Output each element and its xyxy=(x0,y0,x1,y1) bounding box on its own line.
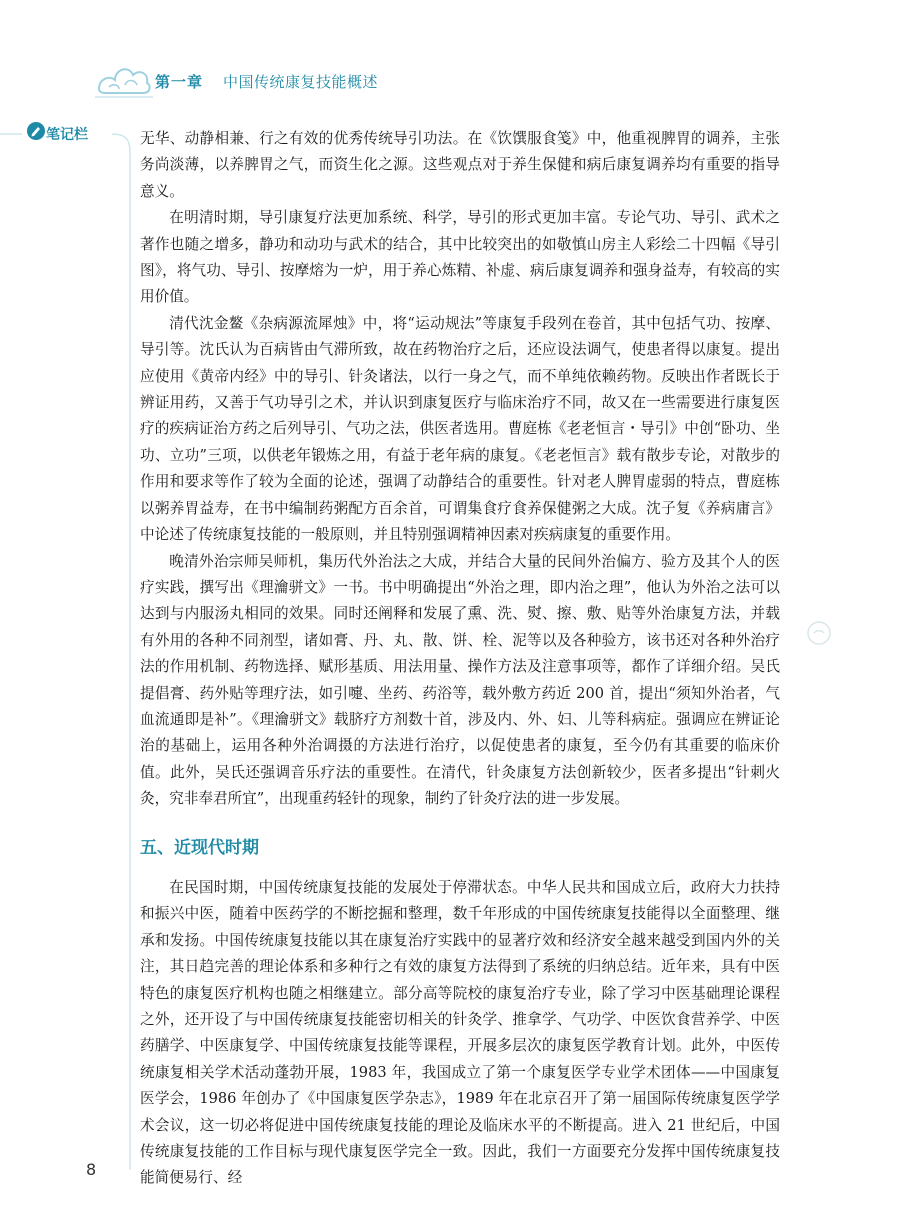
side-decoration-icon xyxy=(806,620,832,646)
chapter-number: 第一章 xyxy=(155,73,204,91)
main-text xyxy=(140,126,780,1192)
chapter-header xyxy=(95,55,455,105)
notes-column-label: 笔记栏 xyxy=(46,127,88,143)
chapter-title: 中国传统康复技能概述 xyxy=(223,73,379,91)
paragraph: 晚清外治宗师吴师机，集历代外治法之大成，并结合大量的民间外治偏方、验方及其个人的医疗实践，撰写出《理瀹骈文》一书。书中明确提出“外治之理，即内治之理”，他认为外治之法可以达到与内服汤丸相同的效果。同时还阐释和发展了熏、洗、熨、擦、敷、贴等外治康复方法，并载有外用的各种不同剂型，诸如膏、丹、丸、散、饼、栓、泥等以及各种验方，该书还对各种外治疗法的作用机制、药物选择、赋形基质、用法用量、操作方法及注意事项等，都作了详细介绍。吴氏提倡膏、药外贴等理疗法，如引嚏、坐药、药浴等，载外敷方药近 200 首，提出“须知外治者，气血流通即是补”。《理瀹骈文》载脐疗方剂数十首，涉及内、外、妇、儿等科病症。强调应在辨证论治的基础上，运用各种外治调摄的方法进行治疗，以促使患者的康复，至今仍有其重要的临床价值。此外，吴氏还强调音乐疗法的重要性。在清代，针灸康复方法创新较少，医者多提出“针刺火灸，究非奉君所宜”，出现重药轻针的现象，制约了针灸疗法的进一步发展。 xyxy=(140,552,780,808)
section-heading: 五、近现代时期 xyxy=(140,837,259,858)
page-number: 8 xyxy=(86,1160,97,1179)
paragraph: 清代沈金鳌《杂病源流犀烛》中，将“运动规法”等康复手段列在卷首，其中包括气功、按摩、导引等。沈氏认为百病皆由气滞所致，故在药物治疗之后，还应设法调气，使患者得以康复。提出应使用《黄帝内经》中的导引、针灸诸法，以行一身之气，而不单纯依赖药物。反映出作者既长于辨证用药，又善于气功导引之术，并认识到康复医疗与临床治疗不同，故又在一些需要进行康复医疗的疾病证治方药之后列导引、气功之法，供医者选用。曹庭栋《老老恒言・导引》中创“卧功、坐功、立功”三项，以供老年锻炼之用，有益于老年病的康复。《老老恒言》载有散步专论，对散步的作用和要求等作了较为全面的论述，强调了动静结合的重要性。针对老人脾胃虚弱的特点，曹庭栋以粥养胃益寿，在书中编制药粥配方百余首，可谓集食疗食养保健粥之大成。沈子复《养病庸言》中论述了传统康复技能的一般原则，并且特别强调精神因素对疾病康复的重要作用。 xyxy=(140,314,780,544)
paragraph: 在民国时期，中国传统康复技能的发展处于停滞状态。中华人民共和国成立后，政府大力扶持和振兴中医，随着中医药学的不断挖掘和整理，数千年形成的中国传统康复技能得以全面整理、继承和发扬。中国传统康复技能以其在康复治疗实践中的显著疗效和经济安全越来越受到国内外的关注，其日趋完善的理论体系和多种行之有效的康复方法得到了系统的归纳总结。近年来，具有中医特色的康复医疗机构也随之相继建立。部分高等院校的康复治疗专业，除了学习中医基础理论课程之外，还开设了与中国传统康复技能密切相关的针灸学、推拿学、气功学、中医饮食营养学、中医药膳学、中医康复学、中国传统康复技能等课程，开展多层次的康复医学教育计划。此外，中医传统康复相关学术活动蓬勃开展，1983 年，我国成立了第一个康复医学专业学术团体——中国康复医学会，1986 年创办了《中国康复医学杂志》，1989 年在北京召开了第一届国际传统康复医学学术会议，这一切必将促进中国传统康复技能的理论及临床水平的不断提高。进入 21 世纪后，中国传统康复技能的工作目标与现代康复医学完全一致。因此，我们一方面要充分发挥中国传统康复技能简便易行、经 xyxy=(140,878,780,1187)
notes-pen-icon xyxy=(26,121,46,141)
cloud-ornament-icon xyxy=(95,55,153,101)
paragraph: 无华、动静相兼、行之有效的优秀传统导引功法。在《饮馔服食笺》中，他重视脾胃的调养，主张务尚淡薄，以养脾胃之气，而资生化之源。这些观点对于养生保健和病后康复调养均有重要的指导意义。 xyxy=(140,130,780,200)
margin-rule-decoration xyxy=(0,110,140,1170)
paragraph: 在明清时期，导引康复疗法更加系统、科学，导引的形式更加丰富。专论气功、导引、武术之著作也随之增多，静功和动功与武术的结合，其中比较突出的如敬慎山房主人彩绘二十四幅《导引图》，将气功、导引、按摩熔为一炉，用于养心炼精、补虚、病后康复调养和强身益寿，有较高的实用价值。 xyxy=(140,209,780,306)
